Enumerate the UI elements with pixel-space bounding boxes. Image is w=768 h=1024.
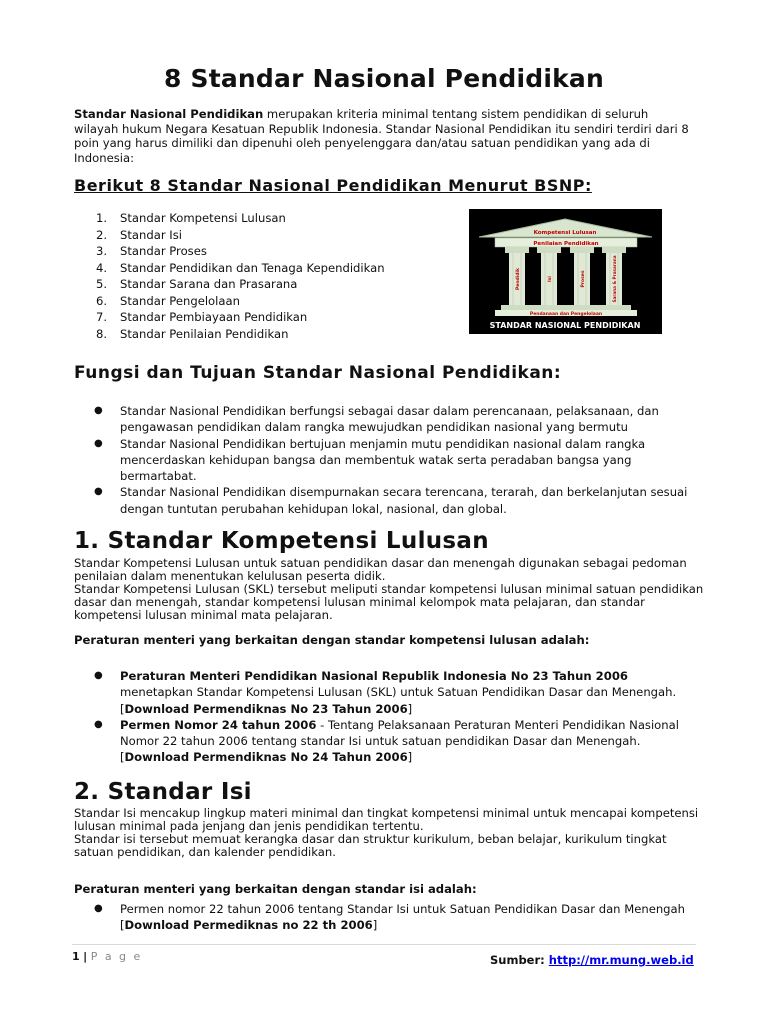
section1-body1: Standar Kompetensi Lulusan untuk satuan pendidikan dasar dan menengah digunakan sebagai pedoman penilaian dalam menentukan kelulusan peserta didik. — [74, 556, 687, 583]
pillar-label: Proses — [581, 270, 586, 288]
pillar-label: Pendidik — [516, 267, 521, 291]
standards-list — [74, 210, 454, 342]
page-title: 8 Standar Nasional Pendidikan — [164, 64, 604, 93]
footer-divider — [72, 944, 696, 945]
section1-reg-list — [74, 668, 698, 766]
page-number: 1 | P a g e — [72, 950, 143, 963]
list-item: ● Standar Nasional Pendidikan berfungsi sebagai dasar dalam perencanaan, pelaksanaan, dan pengawasan pendidikan dalam rangka mewujudkan pendidikan nasional yang bermutu — [94, 404, 659, 435]
section1-body — [74, 557, 704, 622]
intro-paragraph — [74, 107, 694, 165]
section2-body2: Standar isi tersebut memuat kerangka dasar dan struktur kurikulum, beban belajar, kurikulum tingkat satuan pendidikan, dan kalender pendidikan. — [74, 832, 667, 859]
list-item: ● Permen Nomor 24 tahun 2006 - Tentang Pelaksanaan Peraturan Menteri Pendidikan Nasional Nomor 22 tahun 2006 tentang standar Isi untuk satuan pendidikan Dasar dan Menengah. [Download Permendiknas No 24 Tahun 2006] — [94, 717, 679, 765]
section1-reg-label: Peraturan menteri yang berkaitan dengan standar kompetensi lulusan adalah: — [74, 633, 590, 647]
section2-body1: Standar Isi mencakup lingkup materi minimal dan tingkat kompetensi minimal untuk mencapai kompetensi lulusan minimal pada jenjang dan jenis pendidikan tertentu. — [74, 806, 699, 833]
section2-reg-list — [74, 901, 698, 934]
list-item: ● Standar Nasional Pendidikan disempurnakan secara terencana, terarah, dan berkelanjutan sesuai dengan tuntutan perubahan kehidupan lokal, nasional, dan global. — [94, 485, 688, 516]
list-item: 4. Standar Pendidikan dan Tenaga Kependidikan — [96, 260, 385, 275]
section1-heading: 1. Standar Kompetensi Lulusan — [74, 528, 489, 554]
source-label: Sumber: — [490, 953, 545, 967]
pillar-label: Sarana & Prasarana — [612, 255, 617, 303]
source-link[interactable]: http://mr.mung.web.id — [548, 953, 694, 967]
list-item: 2. Standar Isi — [96, 227, 182, 242]
roof-label: Kompetensi Lulusan — [533, 230, 597, 236]
list-item: 1. Standar Kompetensi Lulusan — [96, 211, 286, 225]
intro-lead: Standar Nasional Pendidikan — [74, 107, 264, 121]
base-label: Pendanaan dan Pengelolaan — [529, 312, 603, 317]
list-item: ● Permen nomor 22 tahun 2006 tentang Standar Isi untuk Satuan Pendidikan Dasar dan Menengah [Download Permediknas no 22 th 2006] — [94, 902, 685, 933]
section2-body — [74, 807, 704, 859]
download-link[interactable]: Download Permediknas no 22 th 2006 — [124, 918, 373, 933]
figure-caption: STANDAR NASIONAL PENDIDIKAN — [489, 321, 641, 330]
beam-label: Penilaian Pendidikan — [533, 241, 599, 247]
download-link[interactable]: Download Permendiknas No 23 Tahun 2006 — [124, 701, 408, 716]
list-item: 3. Standar Proses — [96, 244, 207, 258]
fungsi-list — [74, 403, 698, 517]
section2-reg-label: Peraturan menteri yang berkaitan dengan standar isi adalah: — [74, 882, 477, 896]
footer-source — [490, 953, 694, 967]
section2-heading: 2. Standar Isi — [74, 779, 252, 805]
pillars-illustration — [469, 209, 662, 334]
list-item: 7. Standar Pembiayaan Pendidikan — [96, 310, 308, 324]
section1-body2: Standar Kompetensi Lulusan (SKL) tersebut meliputi standar kompetensi lulusan minimal satuan pendidikan dasar dan menengah, standar kompetensi lulusan minimal kelompok mata pelajaran, dan standar kompetensi lulusan minimal mata pelajaran. — [74, 582, 704, 622]
download-link[interactable]: Download Permendiknas No 24 Tahun 2006 — [124, 750, 408, 765]
pillar-label: Isi — [548, 276, 553, 282]
list-item: ● Standar Nasional Pendidikan bertujuan menjamin mutu pendidikan nasional dalam rangka mencerdaskan kehidupan bangsa dan membentuk watak serta peradaban bangsa yang bermartabat. — [94, 436, 646, 484]
list-item: 6. Standar Pengelolaan — [96, 293, 240, 308]
list-item: ● Peraturan Menteri Pendidikan Nasional Republik Indonesia No 23 Tahun 2006 menetapkan Standar Kompetensi Lulusan (SKL) untuk Satuan Pendidikan Dasar dan Menengah. [Download Permendiknas No 23 Tahun 2006] — [94, 669, 677, 716]
bsnp-heading: Berikut 8 Standar Nasional Pendidikan Menurut BSNP: — [74, 176, 592, 195]
fungsi-heading: Fungsi dan Tujuan Standar Nasional Pendidikan: — [74, 363, 562, 383]
list-item: 5. Standar Sarana dan Prasarana — [96, 277, 298, 291]
list-item: 8. Standar Penilaian Pendidikan — [96, 326, 289, 341]
intro-text: merupakan kriteria minimal tentang sistem pendidikan di seluruh wilayah hukum Negara Kesatuan Republik Indonesia. Standar Nasional Pendidikan itu sendiri terdiri dari 8 poin yang harus dimiliki dan dipenuhi oleh penyelenggara dan/atau satuan pendidikan yang ada di Indonesia: — [74, 107, 689, 165]
